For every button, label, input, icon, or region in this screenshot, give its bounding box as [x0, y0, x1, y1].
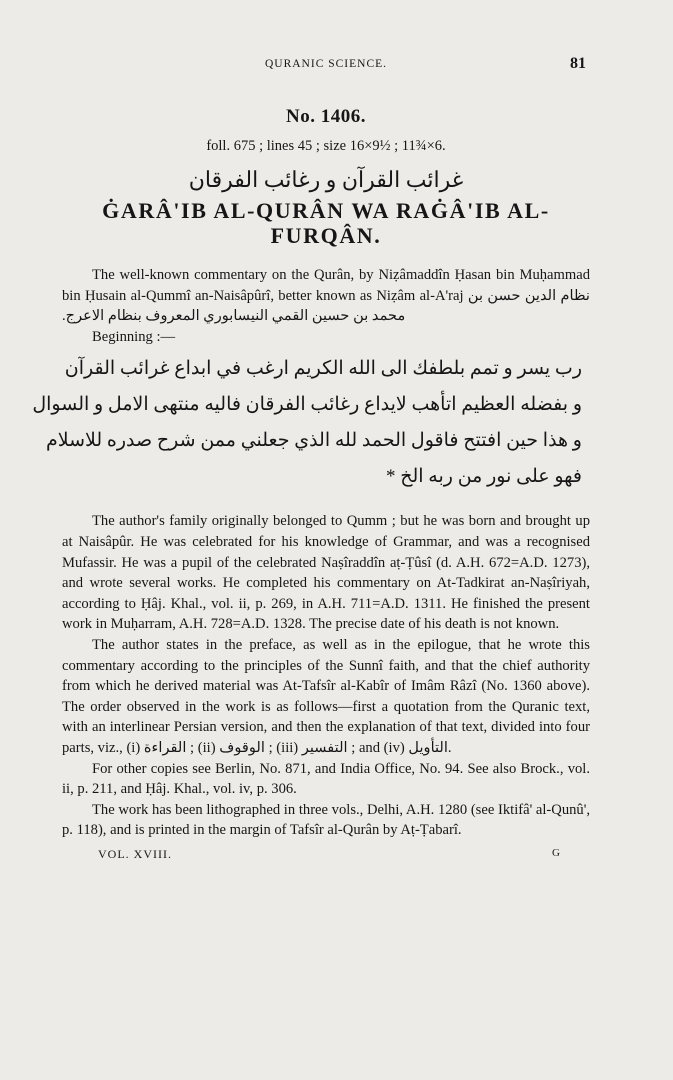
quotation-line-1: رب يسر و تمم بلطفك الى الله الكريم ارغب في ابداع غرائب القرآن [64, 358, 582, 380]
method-end: . [447, 739, 452, 756]
separator-2: ; (iii) [268, 739, 299, 756]
running-head [62, 52, 590, 78]
volume-signature: VOL. XVIII. [98, 846, 172, 861]
catalogue-number: No. 1406. [286, 106, 366, 127]
author-arabic-name: نظام الدين حسن بن محمد بن حسين القمي النيسابوري المعروف بنظام الاعرج. [62, 287, 590, 325]
part-wuquf-arabic: الوقوف [219, 739, 265, 756]
running-title: QURANIC SCIENCE. [264, 58, 388, 70]
transliterated-title [62, 198, 590, 248]
part-qiraat-arabic: القراءة [143, 739, 187, 756]
beginning-quotation [32, 351, 590, 495]
title-line-2: FURQÂN. [270, 223, 382, 248]
method-text: The author states in the preface, as well as in the epilogue, that he wrote this commentary according to the principles of the Sunnî faith, and that the chief authority from which he derived material was At-Tafsîr al-Kabîr of Imâm Râzî (No. 1360 above). The order observed in the work is as follows—first a quotation from the Quranic text, with an interlinear Persian version, and then the explanation of that text, divided into four parts, viz., (i) [62, 636, 590, 756]
lithograph-paragraph: The work has been lithographed in three vols., Delhi, A.H. 1280 (see Iktifâ' al-Qunû', p. 118), and is printed in the margin of Tafsîr al-Qurân by Aṭ-Ṭabarî. [62, 801, 590, 839]
quotation-line-2: و بفضله العظيم اتأهب لايداع رغائب الفرقان فاليه منتهى الامل و السوال [32, 394, 582, 416]
quotation-line-4: فهو على نور من ربه الخ * [385, 466, 582, 488]
other-copies-paragraph: For other copies see Berlin, No. 871, and India Office, No. 94. See also Brock., vol. ii, p. 211, and Ḥâj. Khal., vol. iv, p. 306. [62, 760, 590, 798]
page-footer [62, 843, 590, 865]
beginning-label: Beginning :— [92, 328, 176, 345]
quotation-line-3: و هذا حين افتتح فاقول الحمد لله الذي جعلني ممن شرح صدره للاسلام [46, 430, 582, 452]
title-line-1: ĠARÂ'IB AL-QURÂN WA RAĠÂ'IB AL- [102, 198, 550, 223]
author-biography-paragraph: The author's family originally belonged to Qumm ; but he was born and brought up at Naisâpûr. He was celebrated for his knowledge of Grammar, and was a recognised Mufassir. He was a pupil of the celebrated Naṣîraddîn aṭ-Ṭûsî (d. A.H. 672=A.D. 1273), and wrote several works. He completed his commentary on At-Tadkirat an-Naṣîriyah, according to Ḥâj. Khal., vol. ii, p. 269, in A.H. 711=A.D. 1311. He finished the present work in Muḥarram, A.H. 728=A.D. 1328. The precise date of his death is not known. [62, 513, 590, 633]
part-tawil-arabic: التأويل [408, 739, 448, 756]
separator-1: ; (ii) [190, 739, 216, 756]
manuscript-dimensions: foll. 675 ; lines 45 ; size 16×9½ ; 11¾×6. [206, 138, 446, 154]
sheet-mark: G [552, 846, 560, 859]
separator-3: ; and (iv) [351, 739, 405, 756]
description-intro: The well-known commentary on the Qurân, by Niẓâmaddîn Ḥasan bin Muḥammad bin Ḥusain al-Qummî an-Naisâpûrî, better known as Niẓâm al-A'raj [62, 267, 590, 304]
page-number: 81 [570, 55, 586, 72]
part-tafsir-arabic: التفسير [301, 739, 348, 756]
description-paragraph [62, 265, 590, 327]
arabic-title: غرائب القرآن و رغائب الفرقان [188, 167, 464, 192]
commentary-method-paragraph [62, 635, 590, 759]
book-page [32, 52, 590, 865]
